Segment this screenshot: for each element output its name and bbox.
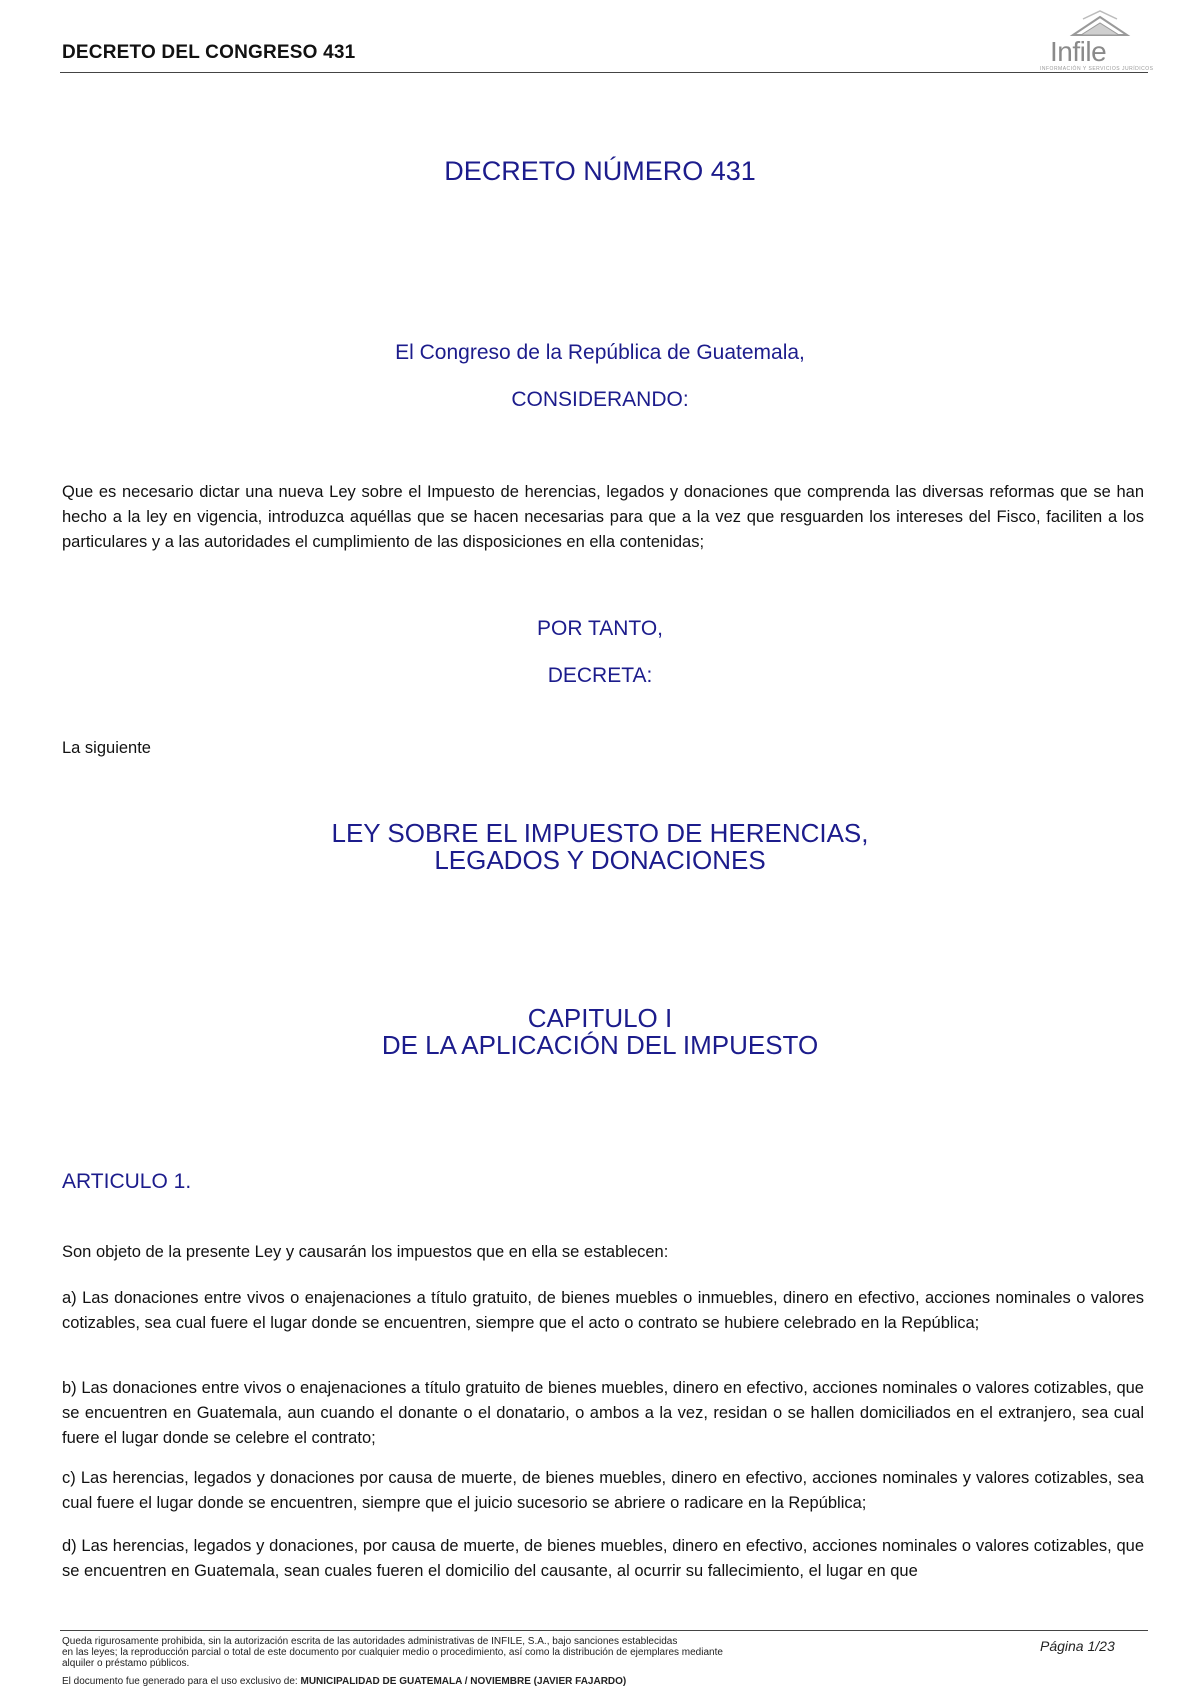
siguiente-paragraph: La siguiente [62, 739, 151, 757]
decreta-heading: DECRETA: [547, 664, 653, 687]
law-title [0, 820, 1200, 874]
footer-legal-line-3: alquiler o préstamo públicos. [62, 1658, 190, 1669]
header-title: DECRETO DEL CONGRESO 431 [62, 42, 356, 63]
chapter-title-line-1: CAPITULO I [527, 1003, 673, 1033]
footer-legal-line-2: en las leyes; la reproducción parcial o total de este documento por cualquier medio o procedimiento, así como la distribución de ejemplares mediante [62, 1647, 723, 1658]
footer-divider [60, 1630, 1148, 1631]
header-divider [60, 72, 1148, 73]
chapter-title-line-2: DE LA APLICACIÓN DEL IMPUESTO [381, 1030, 819, 1060]
article-item-b: b) Las donaciones entre vivos o enajenaciones a título gratuito de bienes muebles, dinero en efectivo, acciones nominales o valores cotizables, que se encuentren en Guatemala, aun cuando el donante o el donatario, o ambos a la vez, residan o se hallen domiciliados en el extranjero, sea cual fuere el lugar donde se celebre el contrato; [62, 1379, 1144, 1447]
article-intro: Son objeto de la presente Ley y causarán los impuestos que en ella se establecen: [62, 1243, 669, 1261]
considerando-heading: CONSIDERANDO: [511, 388, 689, 411]
por-tanto-heading: POR TANTO, [536, 617, 664, 640]
footer-exclusive-label: El documento fue generado para el uso exclusivo de: [62, 1676, 298, 1687]
footer-exclusive-use [62, 1676, 626, 1687]
footer-exclusive-value: MUNICIPALIDAD DE GUATEMALA / NOVIEMBRE (JAVIER FAJARDO) [300, 1676, 627, 1687]
congress-heading: El Congreso de la República de Guatemala, [395, 341, 805, 364]
article-item-c: c) Las herencias, legados y donaciones por causa de muerte, de bienes muebles, dinero en efectivo, acciones nominales y valores cotizables, sea cual fuere el lugar donde se encuentren, siempre que el juicio sucesorio se abriere o radicare en la República; [62, 1469, 1144, 1512]
law-title-line-1: LEY SOBRE EL IMPUESTO DE HERENCIAS, [331, 818, 869, 848]
article-item-d: d) Las herencias, legados y donaciones, por causa de muerte, de bienes muebles, dinero en efectivo, acciones nominales o valores cotizables, que se encuentren en Guatemala, sean cuales fueren el domicilio del causante, al ocurrir su fallecimiento, el lugar en que [62, 1537, 1144, 1580]
article-heading: ARTICULO 1. [62, 1170, 192, 1193]
footer-legal-notice [62, 1636, 922, 1669]
footer-legal-line-1: Queda rigurosamente prohibida, sin la autorización escrita de las autoridades administrativas de INFILE, S.A., bajo sanciones establecidas [62, 1636, 678, 1647]
law-title-line-2: LEGADOS Y DONACIONES [434, 845, 766, 875]
article-item-a: a) Las donaciones entre vivos o enajenaciones a título gratuito, de bienes muebles o inmuebles, dinero en efectivo, acciones nominales o valores cotizables, sea cual fuere el lugar donde se encuentren, siempre que el acto o contrato se hubiere celebrado en la República; [62, 1289, 1144, 1332]
logo-tagline: INFORMACIÓN Y SERVICIOS JURÍDICOS [1040, 66, 1154, 72]
decree-title: DECRETO NÚMERO 431 [444, 156, 756, 186]
logo-text: Infile [1050, 36, 1107, 67]
chapter-title [0, 1005, 1200, 1059]
page-number: Página 1/23 [1040, 1638, 1115, 1654]
considerando-paragraph: Que es necesario dictar una nueva Ley sobre el Impuesto de herencias, legados y donaciones que comprenda las diversas reformas que se han hecho a la ley en vigencia, introduzca aquéllas que se hacen necesarias para que a la vez que resguarden los intereses del Fisco, faciliten a los particulares y a las autoridades el cumplimiento de las disposiciones en ella contenidas; [62, 483, 1144, 551]
